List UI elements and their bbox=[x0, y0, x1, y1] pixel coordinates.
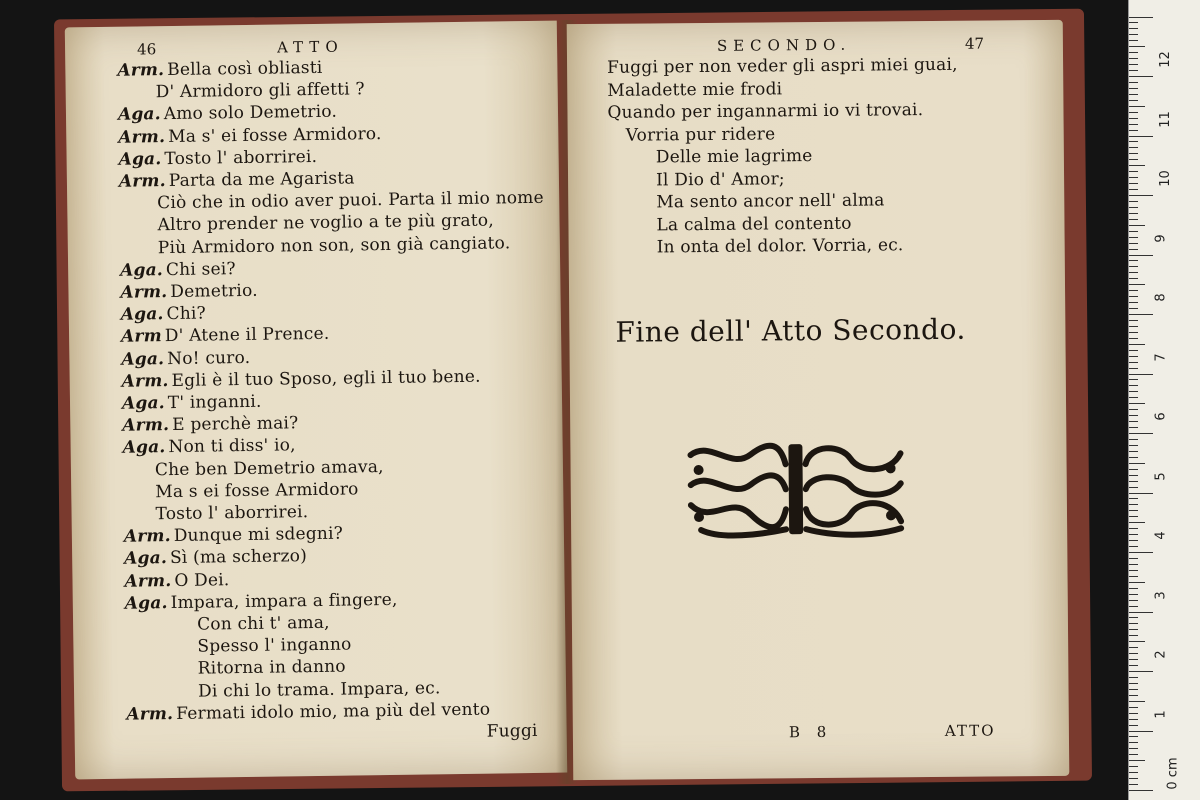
speaker-label: Arm. bbox=[118, 171, 166, 192]
ruler-tick bbox=[1129, 368, 1138, 369]
ruler-tick bbox=[1129, 82, 1138, 83]
ruler-tick bbox=[1129, 344, 1145, 345]
line-text: Demetrio. bbox=[170, 280, 258, 303]
speaker-label: Arm bbox=[120, 326, 162, 348]
ruler-tick bbox=[1129, 219, 1138, 220]
line-text: Amo solo Demetrio. bbox=[163, 102, 338, 125]
ruler-tick bbox=[1129, 28, 1138, 29]
ruler-tick bbox=[1129, 320, 1138, 321]
ruler-tick bbox=[1129, 481, 1138, 482]
left-catchword: Fuggi bbox=[486, 720, 538, 742]
speaker-label: Arm. bbox=[121, 370, 169, 392]
line-text: Più Armidoro non son, son già cangiato. bbox=[157, 232, 511, 258]
ruler-tick bbox=[1129, 469, 1138, 470]
ruler-tick bbox=[1129, 183, 1138, 184]
ruler-tick bbox=[1129, 278, 1138, 279]
line-text: No! curo. bbox=[167, 347, 251, 369]
ruler-tick bbox=[1129, 88, 1138, 89]
ruler-tick bbox=[1129, 540, 1138, 541]
ruler-tick bbox=[1129, 76, 1153, 77]
ruler-tick bbox=[1129, 766, 1138, 767]
ruler-tick bbox=[1129, 641, 1145, 642]
line-text: Non ti diss' io, bbox=[168, 435, 296, 458]
line-text: Di chi lo trama. Impara, ec. bbox=[197, 677, 441, 702]
text-line bbox=[120, 259, 236, 281]
ruler-tick bbox=[1129, 564, 1138, 565]
ruler-tick bbox=[1129, 659, 1138, 660]
ruler-tick bbox=[1129, 570, 1138, 571]
right-page-number: 47 bbox=[964, 34, 985, 53]
text-line bbox=[198, 657, 346, 679]
ruler-tick bbox=[1129, 534, 1138, 535]
ruler-label: 2 bbox=[1153, 650, 1169, 659]
line-text: Sì (ma scherzo) bbox=[169, 546, 308, 569]
text-line: Quando per ingannarmi io vi trovai. bbox=[607, 100, 924, 123]
ruler-tick bbox=[1129, 552, 1153, 553]
ruler-tick bbox=[1129, 17, 1153, 18]
ruler-tick bbox=[1129, 165, 1145, 166]
ruler-tick bbox=[1129, 546, 1138, 547]
text-line bbox=[121, 304, 206, 325]
ruler-label: 4 bbox=[1153, 531, 1169, 540]
ruler-tick bbox=[1129, 510, 1138, 511]
ruler-tick bbox=[1129, 147, 1138, 148]
left-page-header: ATTO bbox=[276, 37, 344, 57]
ruler-tick bbox=[1129, 588, 1138, 589]
text-line bbox=[120, 281, 258, 303]
ruler-tick bbox=[1129, 46, 1145, 47]
ruler-tick bbox=[1129, 433, 1153, 434]
ruler-tick bbox=[1129, 594, 1138, 595]
line-text: Con chi t' ama, bbox=[196, 612, 330, 635]
line-text: Fermati idolo mio, ma più del vento bbox=[176, 699, 491, 724]
speaker-label: Aga. bbox=[121, 348, 165, 370]
speaker-label: Arm. bbox=[122, 415, 170, 436]
line-text: Spesso l' inganno bbox=[197, 634, 352, 657]
ruler-tick bbox=[1129, 64, 1138, 65]
line-text: Altro prender ne voglio a te più grato, bbox=[157, 210, 495, 236]
measuring-ruler bbox=[1128, 0, 1200, 800]
ruler-tick bbox=[1129, 504, 1138, 505]
speaker-label: Aga. bbox=[124, 548, 168, 570]
line-text: Bella così obliasti bbox=[167, 57, 323, 81]
text-line: In onta del dolor. Vorria, ec. bbox=[656, 235, 904, 258]
ruler-tick bbox=[1129, 213, 1138, 214]
ruler-tick bbox=[1129, 34, 1138, 35]
text-line: Maladette mie frodi bbox=[607, 78, 783, 101]
ruler-label: 10 bbox=[1157, 170, 1173, 187]
line-text: Parta da me Agarista bbox=[168, 168, 355, 192]
ruler-tick bbox=[1129, 617, 1138, 618]
text-line bbox=[118, 124, 382, 148]
ruler-tick bbox=[1129, 141, 1138, 142]
ruler-tick bbox=[1129, 719, 1138, 720]
ruler-tick bbox=[1129, 207, 1138, 208]
ruler-tick bbox=[1129, 463, 1145, 464]
ruler-tick bbox=[1129, 695, 1138, 696]
ruler-tick bbox=[1129, 439, 1138, 440]
line-text: Ritorna in danno bbox=[197, 657, 346, 680]
line-text: Ciò che in odio aver puoi. Parta il mio nome bbox=[157, 187, 544, 214]
ruler-label: 6 bbox=[1153, 412, 1169, 421]
ruler-tick bbox=[1129, 136, 1153, 137]
ruler-tick bbox=[1129, 374, 1153, 375]
ruler-tick bbox=[1129, 600, 1138, 601]
text-line bbox=[124, 524, 343, 547]
ruler-tick bbox=[1129, 225, 1145, 226]
ruler-tick bbox=[1129, 683, 1138, 684]
line-text: Impara, impara a fingere, bbox=[170, 589, 398, 613]
ruler-tick bbox=[1129, 790, 1153, 791]
ruler-tick bbox=[1129, 284, 1145, 285]
ruler-tick bbox=[1129, 487, 1138, 488]
ruler-tick bbox=[1129, 153, 1138, 154]
text-line bbox=[156, 79, 365, 102]
ruler-label: 1 bbox=[1153, 709, 1169, 719]
text-line bbox=[123, 436, 296, 458]
line-text: Ma s' ei fosse Armidoro. bbox=[168, 123, 382, 147]
ruler-tick bbox=[1129, 475, 1138, 476]
line-text: Chi sei? bbox=[165, 258, 236, 280]
line-text: Tosto l' aborrirei. bbox=[155, 502, 309, 525]
text-line bbox=[124, 547, 307, 570]
ruler-tick bbox=[1129, 760, 1145, 761]
speaker-label: Aga. bbox=[118, 148, 162, 170]
ruler-tick bbox=[1129, 445, 1138, 446]
ruler-tick bbox=[1129, 94, 1138, 95]
ruler-tick bbox=[1129, 379, 1138, 380]
printers-ornament-icon bbox=[670, 433, 921, 545]
ruler-tick bbox=[1129, 70, 1138, 71]
ruler-tick bbox=[1129, 736, 1138, 737]
text-line bbox=[155, 457, 384, 480]
ruler-tick bbox=[1129, 635, 1138, 636]
line-text: D' Armidoro gli affetti ? bbox=[155, 79, 365, 103]
ruler-tick bbox=[1129, 124, 1138, 125]
ruler-tick bbox=[1129, 528, 1138, 529]
ruler-tick bbox=[1129, 772, 1138, 773]
ruler-tick bbox=[1129, 314, 1153, 315]
ruler-tick bbox=[1129, 558, 1138, 559]
ruler-tick bbox=[1129, 689, 1138, 690]
signature-mark: B 8 bbox=[788, 722, 833, 742]
line-text: Dunque mi sdegni? bbox=[173, 523, 344, 547]
ruler-tick bbox=[1129, 40, 1138, 41]
speaker-label: Aga. bbox=[117, 104, 161, 126]
text-line bbox=[119, 168, 355, 191]
text-line bbox=[122, 392, 262, 414]
ruler-tick bbox=[1129, 130, 1138, 131]
ruler-tick bbox=[1129, 707, 1138, 708]
line-text: T' inganni. bbox=[167, 391, 262, 414]
ruler-tick bbox=[1129, 22, 1138, 23]
text-line bbox=[155, 479, 359, 502]
ruler-tick bbox=[1129, 296, 1138, 297]
ruler-tick bbox=[1129, 409, 1138, 410]
ruler-tick bbox=[1129, 391, 1138, 392]
line-text: Ma s ei fosse Armidoro bbox=[155, 479, 359, 503]
ruler-tick bbox=[1129, 177, 1138, 178]
speaker-label: Arm. bbox=[120, 282, 168, 303]
ruler-tick bbox=[1129, 516, 1138, 517]
ruler-tick bbox=[1129, 671, 1153, 672]
text-line bbox=[122, 366, 481, 391]
ruler-label: 12 bbox=[1157, 51, 1173, 68]
line-text: E perchè mai? bbox=[172, 413, 299, 436]
line-text: O Dei. bbox=[174, 569, 230, 591]
ruler-tick bbox=[1129, 606, 1138, 607]
ruler-tick bbox=[1129, 237, 1138, 238]
ruler-tick bbox=[1129, 623, 1138, 624]
ruler-label: 8 bbox=[1153, 293, 1169, 302]
text-line bbox=[118, 147, 317, 170]
ruler-tick bbox=[1129, 725, 1138, 726]
ruler-tick bbox=[1129, 493, 1153, 494]
ruler-tick bbox=[1129, 582, 1145, 583]
ruler-tick bbox=[1129, 171, 1138, 172]
ruler-tick bbox=[1129, 189, 1138, 190]
ruler-tick bbox=[1129, 778, 1138, 779]
text-line bbox=[125, 590, 398, 614]
line-text: Egli è il tuo Sposo, egli il tuo bene. bbox=[171, 366, 481, 391]
ruler-tick bbox=[1129, 742, 1138, 743]
ruler-tick bbox=[1129, 249, 1138, 250]
speaker-label: Aga. bbox=[122, 437, 166, 459]
left-page-number: 46 bbox=[136, 40, 157, 59]
ruler-label: 0 cm bbox=[1165, 757, 1181, 790]
text-line bbox=[122, 413, 298, 435]
ruler-tick bbox=[1129, 332, 1138, 333]
ruler-tick bbox=[1129, 266, 1138, 267]
speaker-label: Aga. bbox=[120, 304, 164, 325]
ruler-label: 5 bbox=[1153, 471, 1169, 481]
ruler-tick bbox=[1129, 302, 1138, 303]
text-line: Ma sento ancor nell' alma bbox=[656, 190, 885, 213]
ruler-tick bbox=[1129, 731, 1153, 732]
ruler-tick bbox=[1129, 100, 1138, 101]
text-line bbox=[157, 188, 544, 213]
ruler-tick bbox=[1129, 647, 1138, 648]
speaker-label: Arm. bbox=[124, 570, 172, 592]
speaker-label: Arm. bbox=[123, 526, 171, 547]
ruler-tick bbox=[1129, 653, 1138, 654]
ruler-tick bbox=[1129, 243, 1138, 244]
ruler-tick bbox=[1129, 784, 1138, 785]
ruler-tick bbox=[1129, 701, 1145, 702]
text-line bbox=[198, 678, 441, 701]
text-line bbox=[121, 324, 330, 347]
ruler-label: 7 bbox=[1153, 352, 1169, 362]
ruler-tick bbox=[1129, 308, 1138, 309]
line-text: Tosto l' aborrirei. bbox=[164, 146, 318, 169]
ruler-tick bbox=[1129, 326, 1138, 327]
ruler-tick bbox=[1129, 522, 1145, 523]
left-page bbox=[65, 21, 567, 780]
text-line bbox=[197, 613, 330, 635]
speaker-label: Aga. bbox=[124, 592, 168, 614]
ruler-tick bbox=[1129, 677, 1138, 678]
line-text: Che ben Demetrio amava, bbox=[154, 456, 384, 480]
ruler-tick bbox=[1129, 356, 1138, 357]
ruler-tick bbox=[1129, 415, 1138, 416]
text-line bbox=[118, 102, 337, 125]
ruler-tick bbox=[1129, 629, 1138, 630]
text-line: Fuggi per non veder gli aspri miei guai, bbox=[607, 54, 958, 78]
text-line: Delle mie lagrime bbox=[655, 146, 813, 168]
line-text: Chi? bbox=[166, 303, 207, 325]
ruler-tick bbox=[1129, 255, 1153, 256]
text-line bbox=[117, 58, 322, 81]
line-text: D' Atene il Prence. bbox=[164, 324, 330, 347]
ruler-tick bbox=[1129, 451, 1138, 452]
ruler-tick bbox=[1129, 612, 1153, 613]
ruler-label: 11 bbox=[1157, 110, 1173, 128]
ruler-tick bbox=[1129, 754, 1138, 755]
speaker-label: Arm. bbox=[117, 60, 165, 81]
text-line bbox=[126, 699, 490, 724]
end-of-act-title: Fine dell' Atto Secondo. bbox=[615, 312, 966, 349]
ruler-tick bbox=[1129, 118, 1138, 119]
speaker-label: Arm. bbox=[126, 703, 174, 725]
text-line: Vorria pur ridere bbox=[625, 123, 776, 146]
ruler-tick bbox=[1129, 106, 1145, 107]
ruler-label: 3 bbox=[1153, 590, 1169, 600]
text-line: Il Dio d' Amor; bbox=[655, 168, 785, 190]
ruler-tick bbox=[1129, 201, 1138, 202]
ruler-tick bbox=[1129, 52, 1138, 53]
text-line bbox=[197, 635, 351, 657]
ruler-tick bbox=[1129, 421, 1138, 422]
ruler-tick bbox=[1129, 576, 1138, 577]
ruler-tick bbox=[1129, 713, 1138, 714]
ruler-tick bbox=[1129, 338, 1138, 339]
ruler-tick bbox=[1129, 260, 1138, 261]
speaker-label: Arm. bbox=[118, 126, 166, 148]
text-line bbox=[157, 211, 494, 236]
speaker-label: Aga. bbox=[121, 393, 165, 414]
ruler-tick bbox=[1129, 231, 1138, 232]
ruler-tick bbox=[1129, 457, 1138, 458]
ruler-tick bbox=[1129, 290, 1138, 291]
ruler-tick bbox=[1129, 397, 1138, 398]
ruler-tick bbox=[1129, 159, 1138, 160]
ruler-tick bbox=[1129, 385, 1138, 386]
ruler-label: 9 bbox=[1153, 233, 1169, 243]
ruler-tick bbox=[1129, 58, 1138, 59]
ruler-tick bbox=[1129, 195, 1153, 196]
speaker-label: Aga. bbox=[120, 259, 164, 281]
ruler-tick bbox=[1129, 112, 1138, 113]
ruler-tick bbox=[1129, 748, 1138, 749]
right-catchword: ATTO bbox=[944, 721, 996, 740]
ruler-tick bbox=[1129, 362, 1138, 363]
right-page-header: SECONDO. bbox=[716, 35, 852, 55]
ruler-tick bbox=[1129, 403, 1145, 404]
ruler-tick bbox=[1129, 350, 1138, 351]
text-line bbox=[158, 233, 511, 258]
ruler-tick bbox=[1129, 665, 1138, 666]
text-line: La calma del contento bbox=[656, 213, 852, 235]
right-page bbox=[567, 20, 1070, 780]
ruler-tick bbox=[1129, 427, 1138, 428]
text-line bbox=[121, 348, 250, 370]
ruler-tick bbox=[1129, 272, 1138, 273]
text-line bbox=[155, 502, 308, 524]
text-line bbox=[124, 570, 229, 591]
ruler-tick bbox=[1129, 498, 1138, 499]
